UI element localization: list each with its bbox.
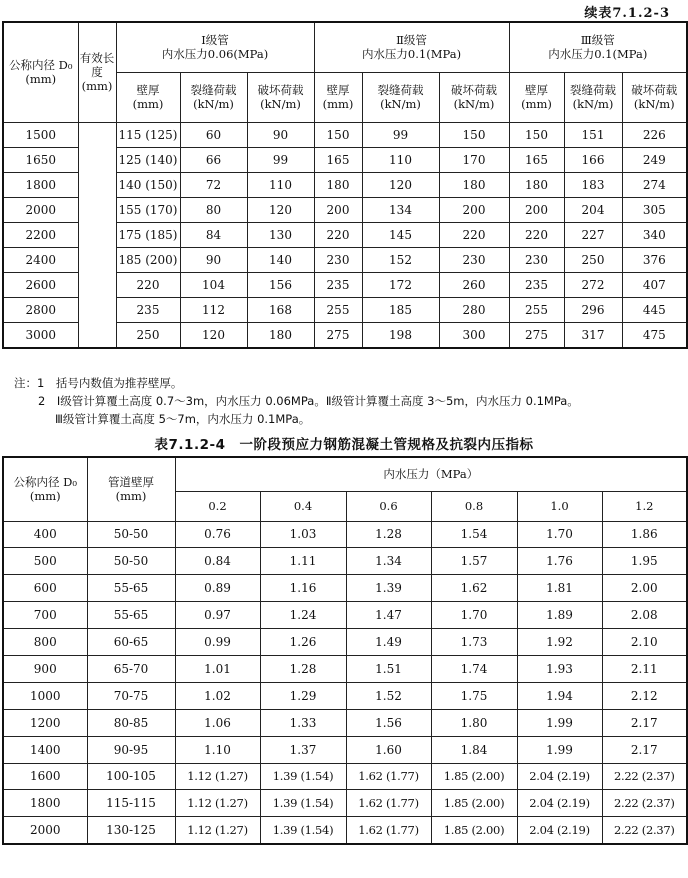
table-row [3,548,687,575]
header-break-load: 破坏荷载 (kN/m) [622,72,687,122]
cell-value: 90 [247,122,314,147]
cell-value: 165 [314,147,362,172]
cell-value: 340 [622,222,687,247]
cell-pressure-index: 1.54 [431,521,517,548]
cell-pressure-index: 0.97 [175,602,260,629]
cell-pressure-index: 1.52 [346,682,431,709]
cell-diameter: 2000 [3,197,78,222]
cell-wall: 50-50 [87,548,175,575]
cell-value: 155 (170) [116,197,180,222]
cell-value: 110 [247,172,314,197]
cell-pressure-index: 1.60 [346,736,431,763]
cell-value: 130 [247,222,314,247]
cell-pressure-index: 0.76 [175,521,260,548]
cell-pressure-index: 1.51 [346,655,431,682]
header-crack-load: 裂缝荷载 (kN/m) [564,72,622,122]
cell-value: 115 (125) [116,122,180,147]
cell-diameter: 1800 [3,172,78,197]
cell-value: 140 [247,247,314,272]
cell-pressure-index: 1.62 (1.77) [346,817,431,844]
cell-wall: 90-95 [87,736,175,763]
cell-value: 166 [564,147,622,172]
cell-value: 255 [509,297,564,322]
cell-diameter: 900 [3,655,87,682]
table-row [3,709,687,736]
cell-value: 235 [116,297,180,322]
cell-wall: 70-75 [87,682,175,709]
cell-value: 185 [362,297,439,322]
cell-value: 220 [116,272,180,297]
cell-value: 145 [362,222,439,247]
cell-diameter: 1600 [3,763,87,790]
table-row [3,763,687,790]
cell-value: 110 [362,147,439,172]
cell-pressure-index: 0.89 [175,575,260,602]
cell-pressure-index: 1.39 (1.54) [260,817,346,844]
table-row [3,575,687,602]
cell-pressure-index: 1.95 [602,548,687,575]
cell-value: 104 [180,272,247,297]
cell-value: 152 [362,247,439,272]
cell-pressure-index: 2.11 [602,655,687,682]
note-line-3: Ⅲ级管计算覆土高度 5～7m，内水压力 0.1MPa。 [55,412,311,426]
cell-pressure-index: 1.93 [517,655,602,682]
cell-value: 120 [180,322,247,348]
cell-value: 180 [439,172,509,197]
header-wall: 壁厚 (mm) [314,72,362,122]
cell-pressure-index: 1.94 [517,682,602,709]
t2-header-pressure-value: 0.6 [346,491,431,521]
cell-value: 180 [509,172,564,197]
cell-diameter: 2200 [3,222,78,247]
cell-value: 235 [314,272,362,297]
header-break-load: 破坏荷载 (kN/m) [247,72,314,122]
cell-value: 112 [180,297,247,322]
cell-pressure-index: 1.57 [431,548,517,575]
cell-wall: 115-115 [87,790,175,817]
cell-pressure-index: 1.39 (1.54) [260,790,346,817]
cell-value: 250 [116,322,180,348]
cell-pressure-index: 2.22 (2.37) [602,817,687,844]
header-class1: Ⅰ级管 内水压力0.06(MPa) [116,22,314,72]
header-wall: 壁厚 (mm) [509,72,564,122]
cell-pressure-index: 2.04 (2.19) [517,817,602,844]
cell-value: 150 [439,122,509,147]
cell-value: 185 (200) [116,247,180,272]
cell-value: 120 [362,172,439,197]
cell-diameter: 600 [3,575,87,602]
cell-value: 305 [622,197,687,222]
cell-value: 168 [247,297,314,322]
cell-diameter: 500 [3,548,87,575]
cell-pressure-index: 1.85 (2.00) [431,790,517,817]
cell-value: 226 [622,122,687,147]
cell-pressure-index: 1.92 [517,629,602,656]
table1-body [3,122,687,348]
cell-pressure-index: 2.04 (2.19) [517,790,602,817]
note-line-2: 2 Ⅰ级管计算覆土高度 0.7～3m，内水压力 0.06MPa。Ⅱ级管计算覆土高度 3～5m，内水压力 0.1MPa。 [38,394,579,408]
cell-diameter: 1500 [3,122,78,147]
cell-pressure-index: 1.47 [346,602,431,629]
cell-pressure-index: 1.49 [346,629,431,656]
t2-header-diameter: 公称内径 D₀ (mm) [3,457,87,521]
cell-value: 66 [180,147,247,172]
header-wall: 壁厚 (mm) [116,72,180,122]
cell-pressure-index: 1.03 [260,521,346,548]
cell-diameter: 2000 [3,817,87,844]
cell-pressure-index: 1.02 [175,682,260,709]
cell-pressure-index: 1.75 [431,682,517,709]
cell-pressure-index: 2.17 [602,736,687,763]
t2-header-pressure-value: 0.4 [260,491,346,521]
cell-pressure-index: 2.22 (2.37) [602,763,687,790]
cell-wall: 50-50 [87,521,175,548]
cell-value: 183 [564,172,622,197]
note-line-1: 注：1 括号内数值为推荐壁厚。 [14,376,183,390]
cell-value: 255 [314,297,362,322]
t2-header-pressure-value: 0.2 [175,491,260,521]
t2-header-pressure-value: 1.2 [602,491,687,521]
cell-value: 60 [180,122,247,147]
table-7-1-2-4-title: 表7.1.2-4 一阶段预应力钢筋混凝土管规格及抗裂内压指标 [154,437,534,453]
cell-diameter: 2600 [3,272,78,297]
cell-diameter: 700 [3,602,87,629]
cell-value: 150 [509,122,564,147]
cell-value: 165 [509,147,564,172]
cell-pressure-index: 1.56 [346,709,431,736]
cell-pressure-index: 1.99 [517,709,602,736]
table-row [3,602,687,629]
cell-value: 300 [439,322,509,348]
cell-diameter: 3000 [3,322,78,348]
cell-value: 250 [564,247,622,272]
header-class2: Ⅱ级管 内水压力0.1(MPa) [314,22,509,72]
cell-diameter: 1800 [3,790,87,817]
cell-value: 275 [314,322,362,348]
cell-pressure-index: 1.62 (1.77) [346,790,431,817]
table-row [3,817,687,844]
cell-pressure-index: 1.37 [260,736,346,763]
cell-value: 407 [622,272,687,297]
cell-pressure-index: 1.74 [431,655,517,682]
cell-diameter: 2800 [3,297,78,322]
cell-pressure-index: 1.10 [175,736,260,763]
cell-pressure-index: 0.99 [175,629,260,656]
cell-pressure-index: 1.62 [431,575,517,602]
cell-value: 275 [509,322,564,348]
header-class3: Ⅲ级管 内水压力0.1(MPa) [509,22,687,72]
cell-value: 280 [439,297,509,322]
cell-wall: 100-105 [87,763,175,790]
cell-wall: 55-65 [87,602,175,629]
cell-value: 90 [180,247,247,272]
cell-pressure-index: 1.28 [260,655,346,682]
t2-header-pressure: 内水压力（MPa） [175,457,687,491]
cell-value: 200 [439,197,509,222]
cell-value: 156 [247,272,314,297]
cell-value: 72 [180,172,247,197]
cell-pressure-index: 2.17 [602,709,687,736]
cell-value: 475 [622,322,687,348]
cell-pressure-index: 2.12 [602,682,687,709]
cell-pressure-index: 2.00 [602,575,687,602]
cell-value: 235 [509,272,564,297]
cell-wall: 130-125 [87,817,175,844]
cell-pressure-index: 1.39 [346,575,431,602]
table-row [3,790,687,817]
header-crack-load: 裂缝荷载 (kN/m) [362,72,439,122]
cell-value: 376 [622,247,687,272]
table-notes [14,374,579,428]
cell-wall: 55-65 [87,575,175,602]
cell-value: 220 [314,222,362,247]
cell-pressure-index: 2.22 (2.37) [602,790,687,817]
cell-pressure-index: 2.10 [602,629,687,656]
cell-pressure-index: 1.28 [346,521,431,548]
table-7-1-2-4 [2,456,688,845]
cell-pressure-index: 2.04 (2.19) [517,763,602,790]
cell-wall: 60-65 [87,629,175,656]
header-crack-load: 裂缝荷载 (kN/m) [180,72,247,122]
cell-pressure-index: 1.86 [602,521,687,548]
cell-diameter: 400 [3,521,87,548]
cell-wall: 65-70 [87,655,175,682]
t2-header-pressure-value: 0.8 [431,491,517,521]
cell-pressure-index: 1.16 [260,575,346,602]
cell-pressure-index: 1.06 [175,709,260,736]
cell-value: 296 [564,297,622,322]
cell-pressure-index: 1.73 [431,629,517,656]
cell-pressure-index: 1.24 [260,602,346,629]
cell-value: 198 [362,322,439,348]
cell-pressure-index: 1.81 [517,575,602,602]
cell-diameter: 800 [3,629,87,656]
table-row [3,122,687,147]
cell-value: 220 [439,222,509,247]
cell-value: 272 [564,272,622,297]
header-break-load: 破坏荷载 (kN/m) [439,72,509,122]
cell-value: 172 [362,272,439,297]
cell-pressure-index: 1.76 [517,548,602,575]
cell-pressure-index: 1.84 [431,736,517,763]
cell-pressure-index: 1.85 (2.00) [431,817,517,844]
cell-wall: 80-85 [87,709,175,736]
table-7-1-2-3-continued [2,21,688,349]
cell-pressure-index: 1.70 [431,602,517,629]
cell-value: 230 [509,247,564,272]
cell-value: 180 [314,172,362,197]
cell-pressure-index: 1.29 [260,682,346,709]
cell-pressure-index: 1.89 [517,602,602,629]
cell-pressure-index: 1.11 [260,548,346,575]
cell-value: 80 [180,197,247,222]
cell-value: 84 [180,222,247,247]
cell-value: 170 [439,147,509,172]
cell-pressure-index: 1.12 (1.27) [175,817,260,844]
header-diameter: 公称内径 D₀ (mm) [3,22,78,122]
cell-value: 120 [247,197,314,222]
cell-pressure-index: 1.62 (1.77) [346,763,431,790]
cell-pressure-index: 1.33 [260,709,346,736]
cell-pressure-index: 1.12 (1.27) [175,790,260,817]
cell-diameter: 1400 [3,736,87,763]
cell-pressure-index: 0.84 [175,548,260,575]
table-row [3,736,687,763]
cell-value: 175 (185) [116,222,180,247]
cell-pressure-index: 1.80 [431,709,517,736]
cell-pressure-index: 1.34 [346,548,431,575]
cell-pressure-index: 1.26 [260,629,346,656]
cell-diameter: 1200 [3,709,87,736]
cell-value: 227 [564,222,622,247]
table-row [3,521,687,548]
cell-value: 134 [362,197,439,222]
t2-header-wall: 管道壁厚 (mm) [87,457,175,521]
cell-pressure-index: 1.39 (1.54) [260,763,346,790]
cell-diameter: 1000 [3,682,87,709]
cell-pressure-index: 1.12 (1.27) [175,763,260,790]
cell-value: 260 [439,272,509,297]
cell-pressure-index: 1.99 [517,736,602,763]
cell-diameter: 1650 [3,147,78,172]
cell-pressure-index: 2.08 [602,602,687,629]
cell-diameter: 2400 [3,247,78,272]
table2-body [3,521,687,844]
cell-value: 230 [314,247,362,272]
table-row [3,629,687,656]
continued-table-title: 续表7.1.2-3 [584,6,670,21]
cell-value: 204 [564,197,622,222]
cell-value: 99 [362,122,439,147]
cell-value: 200 [509,197,564,222]
cell-value: 317 [564,322,622,348]
t2-header-pressure-value: 1.0 [517,491,602,521]
cell-pressure-index: 1.70 [517,521,602,548]
cell-value: 140 (150) [116,172,180,197]
cell-value: 99 [247,147,314,172]
cell-value: 249 [622,147,687,172]
table-row [3,655,687,682]
cell-value: 150 [314,122,362,147]
cell-value: 200 [314,197,362,222]
cell-value: 274 [622,172,687,197]
cell-pressure-index: 1.85 (2.00) [431,763,517,790]
cell-pressure-index: 1.01 [175,655,260,682]
cell-value: 180 [247,322,314,348]
cell-value: 125 (140) [116,147,180,172]
cell-value: 220 [509,222,564,247]
cell-value: 230 [439,247,509,272]
cell-effective-length [78,122,116,348]
cell-value: 445 [622,297,687,322]
table-row [3,682,687,709]
cell-value: 151 [564,122,622,147]
header-effective-length: 有效长度 (mm) [78,22,116,122]
